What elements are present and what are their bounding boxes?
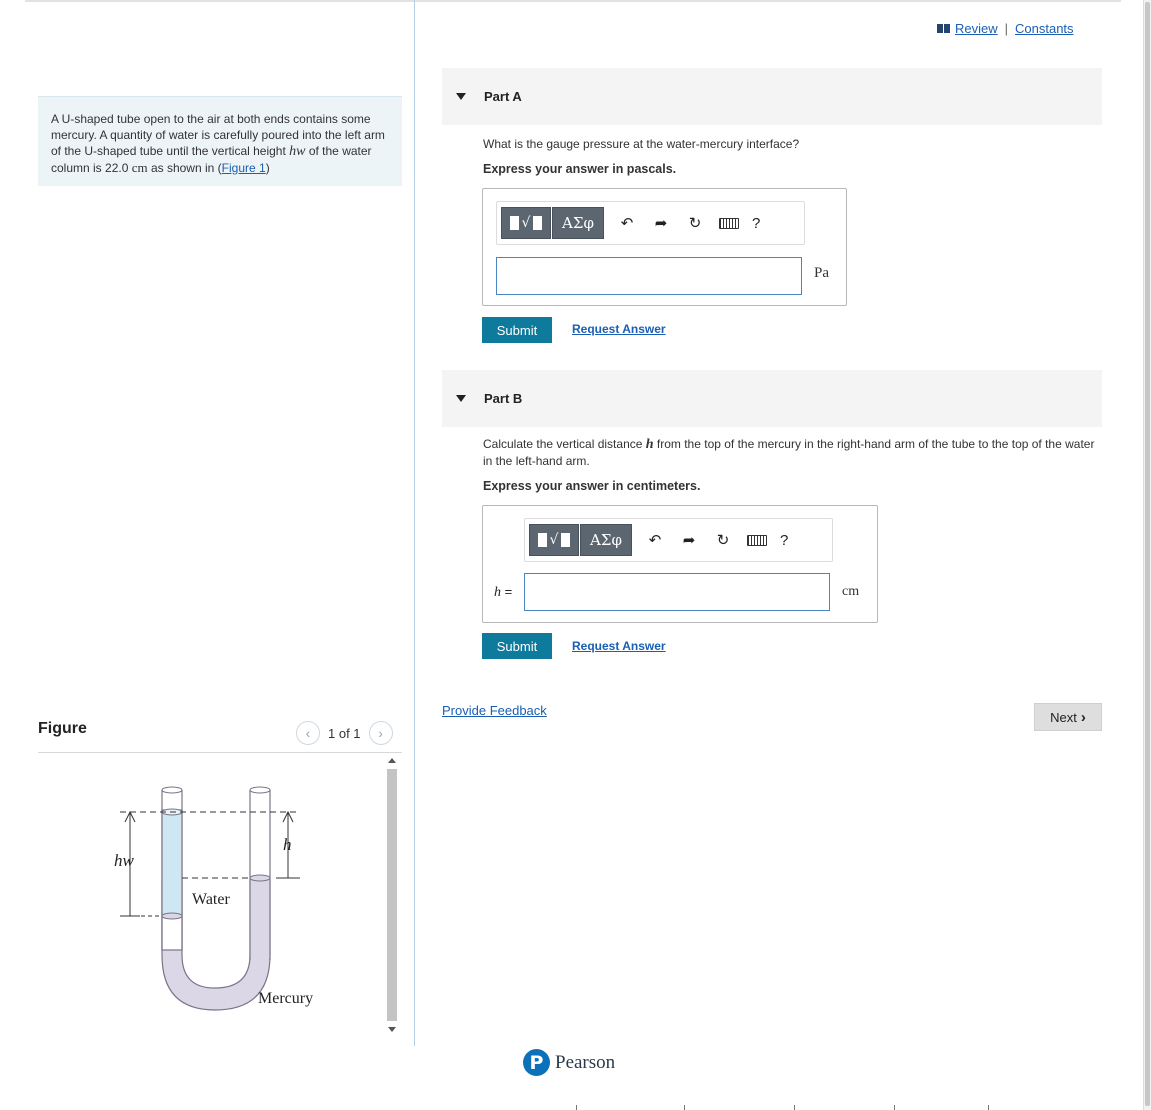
book-icon bbox=[937, 24, 951, 34]
water-column bbox=[162, 812, 182, 916]
next-label: Next bbox=[1050, 709, 1077, 725]
constants-link[interactable]: Constants bbox=[1015, 21, 1074, 36]
reset-icon[interactable]: ↻ bbox=[688, 215, 702, 232]
part-a-submit-button[interactable]: Submit bbox=[482, 317, 552, 343]
problem-statement bbox=[38, 96, 402, 186]
figure-divider bbox=[38, 752, 402, 753]
page-scrollbar-thumb[interactable] bbox=[1145, 2, 1150, 1106]
hw-label: hw bbox=[114, 851, 134, 870]
water-label: Water bbox=[192, 891, 230, 908]
pane-divider[interactable] bbox=[414, 0, 415, 1046]
part-b-variable-label bbox=[494, 584, 512, 601]
part-a-header[interactable] bbox=[442, 68, 1102, 125]
help-icon[interactable]: ? bbox=[780, 531, 789, 549]
part-a-unit: Pa bbox=[814, 265, 829, 281]
left-arm-opening bbox=[162, 787, 182, 793]
water-mercury-interface bbox=[162, 913, 182, 919]
figure-scrollbar-thumb[interactable] bbox=[387, 769, 397, 1021]
part-b-question-2: from the top of the mercury in the right-hand arm of the tube to the top of the water in the left-hand arm. bbox=[483, 437, 1095, 468]
bottom-edge-ticks bbox=[576, 1105, 996, 1110]
chevron-left-icon: ‹ bbox=[305, 725, 311, 741]
pearson-p-icon: P bbox=[523, 1049, 550, 1076]
part-a-request-answer-link[interactable]: Request Answer bbox=[572, 322, 666, 336]
figure-nav bbox=[296, 721, 393, 745]
part-a-question: What is the gauge pressure at the water-mercury interface? bbox=[483, 137, 800, 151]
part-b-submit-button[interactable]: Submit bbox=[482, 633, 552, 659]
part-a-answer-input[interactable] bbox=[496, 257, 802, 295]
h-label: h bbox=[283, 835, 292, 854]
greek-letters-button[interactable]: ΑΣφ bbox=[580, 524, 632, 556]
help-icon[interactable]: ? bbox=[752, 214, 761, 232]
equals-sign: = bbox=[504, 584, 513, 599]
problem-text-3: as shown in ( bbox=[147, 161, 222, 175]
figure-link[interactable]: Figure 1 bbox=[221, 161, 266, 175]
greek-letters-button[interactable]: ΑΣφ bbox=[552, 207, 604, 239]
part-a-toolbar bbox=[496, 201, 805, 245]
right-arm-opening bbox=[250, 787, 270, 793]
undo-icon[interactable]: ↶ bbox=[620, 215, 634, 232]
collapse-triangle-icon bbox=[456, 93, 466, 100]
undo-icon[interactable]: ↶ bbox=[648, 532, 662, 549]
reset-icon[interactable]: ↻ bbox=[716, 532, 730, 549]
figure-scrollbar[interactable] bbox=[385, 755, 399, 1037]
part-a-instruction: Express your answer in pascals. bbox=[483, 162, 677, 176]
hw-symbol: hw bbox=[289, 144, 306, 159]
mercury-top-right bbox=[250, 875, 270, 881]
pearson-logo bbox=[523, 1049, 615, 1076]
part-b-question-1: Calculate the vertical distance bbox=[483, 437, 646, 451]
figure-prev-button[interactable] bbox=[296, 721, 320, 745]
part-b-answer-box bbox=[482, 505, 878, 623]
sqrt-template-icon: √ bbox=[521, 215, 531, 231]
sqrt-template-button[interactable] bbox=[529, 524, 579, 556]
redo-icon[interactable]: ➦ bbox=[654, 215, 668, 232]
review-link[interactable]: Review bbox=[955, 21, 998, 36]
chevron-right-icon: › bbox=[1080, 708, 1086, 726]
link-separator: | bbox=[1004, 21, 1009, 36]
keyboard-icon[interactable] bbox=[747, 535, 767, 546]
top-rule bbox=[25, 0, 1121, 2]
figure-counter: 1 of 1 bbox=[328, 725, 361, 741]
review-constants-links bbox=[937, 21, 1074, 36]
part-a-title: Part A bbox=[484, 89, 522, 104]
part-a-answer-box bbox=[482, 188, 847, 306]
figure-next-button[interactable] bbox=[369, 721, 393, 745]
collapse-triangle-icon bbox=[456, 395, 466, 402]
problem-unit: cm bbox=[131, 160, 148, 175]
pearson-wordmark: Pearson bbox=[555, 1051, 616, 1073]
part-b-header[interactable] bbox=[442, 370, 1102, 427]
part-b-question bbox=[483, 436, 1095, 469]
chevron-right-icon: › bbox=[378, 725, 383, 741]
part-b-request-answer-link[interactable]: Request Answer bbox=[572, 639, 666, 653]
part-b-answer-input[interactable] bbox=[524, 573, 830, 611]
scroll-down-icon[interactable] bbox=[388, 1027, 396, 1032]
problem-text-1: A U-shaped tube open to the air at both ends contains some mercury. A quantity of water is carefully poured into the left arm of the U-shaped tube until the vertical height bbox=[51, 112, 385, 158]
mercury-label: Mercury bbox=[258, 990, 314, 1007]
page-scrollbar[interactable] bbox=[1143, 0, 1151, 1110]
keyboard-icon[interactable] bbox=[719, 218, 739, 229]
sqrt-template-icon: √ bbox=[549, 532, 559, 548]
part-b-instruction: Express your answer in centimeters. bbox=[483, 479, 701, 493]
h-var: h bbox=[494, 585, 501, 600]
scroll-up-icon[interactable] bbox=[388, 758, 396, 763]
sqrt-template-button[interactable] bbox=[501, 207, 551, 239]
u-tube-figure bbox=[100, 770, 340, 1020]
part-b-title: Part B bbox=[484, 391, 523, 406]
h-symbol: h bbox=[645, 437, 654, 452]
part-b-unit: cm bbox=[842, 584, 860, 599]
provide-feedback-link[interactable]: Provide Feedback bbox=[442, 703, 547, 718]
figure-title: Figure bbox=[38, 720, 87, 737]
part-b-toolbar bbox=[524, 518, 833, 562]
redo-icon[interactable]: ➦ bbox=[682, 532, 696, 549]
next-button[interactable] bbox=[1034, 703, 1102, 731]
problem-text-2: of the water column is 22.0 bbox=[51, 144, 372, 175]
problem-text-4: ) bbox=[265, 161, 270, 175]
